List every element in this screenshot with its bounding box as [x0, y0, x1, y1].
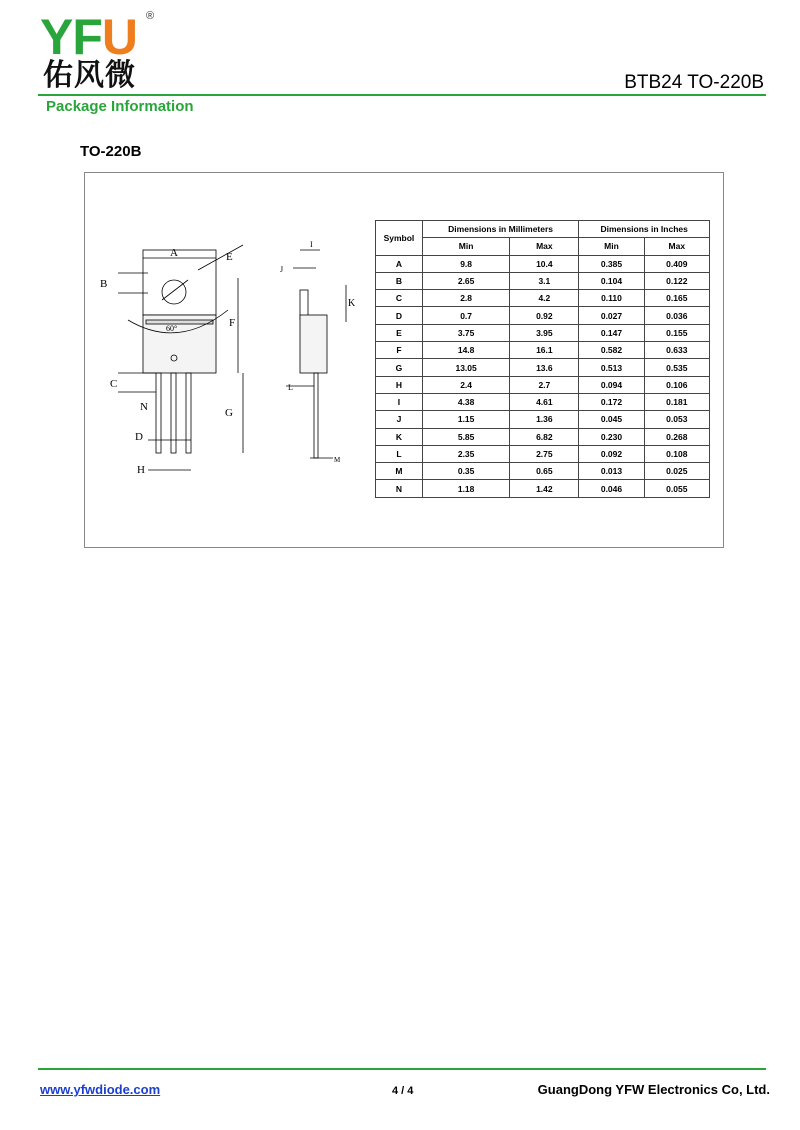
label-n: N [140, 401, 148, 413]
label-l: L [288, 383, 293, 392]
table-row: B 2.65 3.1 0.104 0.122 [376, 272, 710, 289]
table-row: H 2.4 2.7 0.094 0.106 [376, 376, 710, 393]
mm-max-header: Max [510, 238, 579, 255]
table-row: D 0.7 0.92 0.027 0.036 [376, 307, 710, 324]
company-name: GuangDong YFW Electronics Co, Ltd. [537, 1082, 770, 1097]
pin-1 [156, 373, 161, 453]
label-g: G [225, 407, 233, 419]
label-b: B [100, 278, 108, 290]
label-f: F [229, 317, 236, 329]
side-body [300, 315, 327, 373]
company-logo [40, 9, 138, 65]
registered-mark: ® [146, 10, 155, 22]
tab-outline [143, 250, 216, 315]
table-row: F 14.8 16.1 0.582 0.633 [376, 342, 710, 359]
table-row: G 13.05 13.6 0.513 0.535 [376, 359, 710, 376]
logo-text-a: YF [40, 9, 102, 65]
dimension-table [375, 220, 710, 498]
inch-header: Dimensions in Inches [579, 221, 710, 238]
website-link[interactable]: www.yfwdiode.com [40, 1082, 161, 1097]
table-row: C 2.8 4.2 0.110 0.165 [376, 290, 710, 307]
package-outline-drawing [88, 230, 358, 490]
mm-header: Dimensions in Millimeters [422, 221, 578, 238]
table-row: A 9.8 10.4 0.385 0.409 [376, 255, 710, 272]
page-number: 4 / 4 [392, 1085, 414, 1097]
pin-3 [186, 373, 191, 453]
label-h: H [137, 464, 145, 476]
logo-text-b: U [101, 9, 138, 65]
table-row: E 3.75 3.95 0.147 0.155 [376, 324, 710, 341]
inch-max-header: Max [644, 238, 709, 255]
label-i: I [310, 240, 313, 249]
table-row: J 1.15 1.36 0.045 0.053 [376, 411, 710, 428]
section-label: Package Information [46, 98, 194, 115]
inch-min-header: Min [579, 238, 644, 255]
label-c: C [110, 378, 118, 390]
package-title: TO-220B [80, 143, 142, 160]
table-row: L 2.35 2.75 0.092 0.108 [376, 445, 710, 462]
document-title: BTB24 TO-220B [624, 72, 764, 93]
symbol-header: Symbol [376, 221, 423, 256]
table-row: M 0.35 0.65 0.013 0.025 [376, 463, 710, 480]
table-row: N 1.18 1.42 0.046 0.055 [376, 480, 710, 497]
label-e: E [226, 251, 233, 263]
label-m: M [334, 456, 341, 464]
label-j: J [280, 265, 284, 274]
label-a: A [170, 247, 178, 259]
mm-min-header: Min [422, 238, 510, 255]
table-row: K 5.85 6.82 0.230 0.268 [376, 428, 710, 445]
mounting-hole [162, 280, 186, 304]
label-d: D [135, 431, 143, 443]
label-k: K [348, 298, 356, 309]
pin-2 [171, 373, 176, 453]
logo-chinese-name: 佑风微 [43, 59, 136, 92]
table-row: I 4.38 4.61 0.172 0.181 [376, 393, 710, 410]
header-rule [38, 94, 766, 96]
footer-rule [38, 1068, 766, 1070]
label-angle: 60° [166, 324, 178, 333]
side-pin [314, 373, 318, 458]
